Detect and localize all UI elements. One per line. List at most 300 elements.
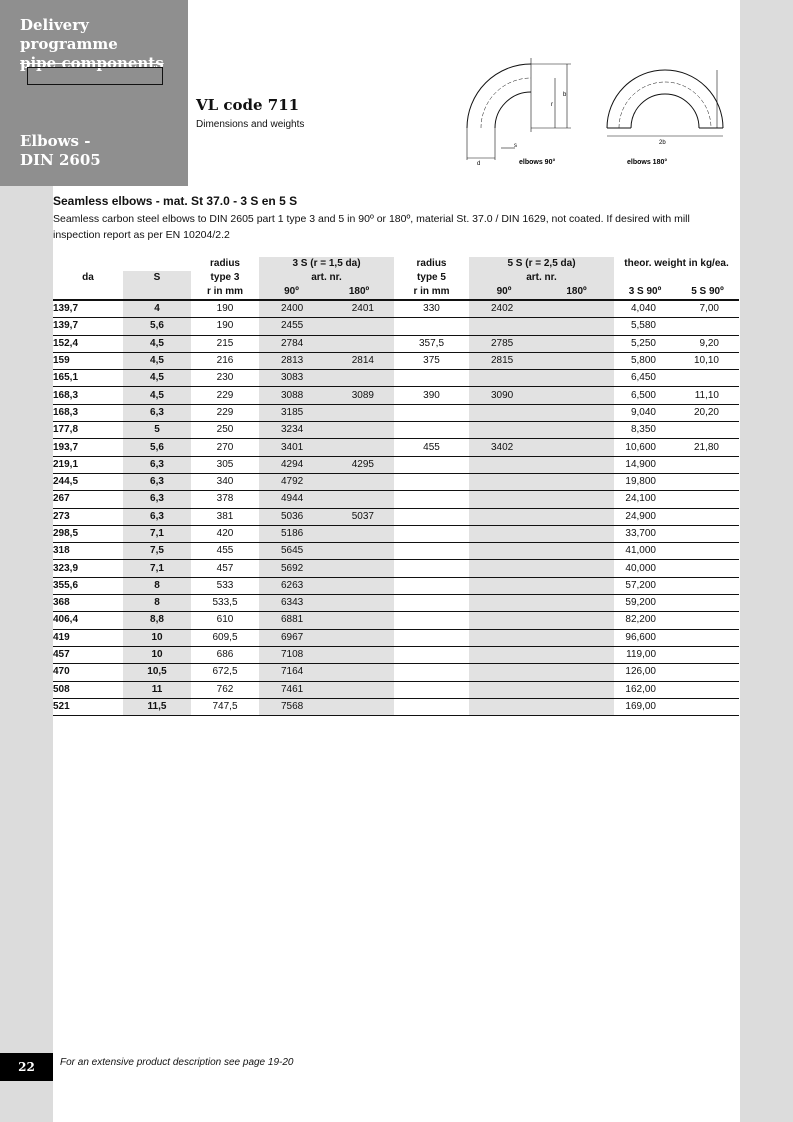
cell-a390: 3088 xyxy=(259,387,324,404)
cell-w5: 9,20 xyxy=(676,335,739,352)
header-weight-3s: 3 S 90º xyxy=(614,285,676,300)
cell-w5 xyxy=(676,456,739,473)
cell-r5 xyxy=(394,491,469,508)
cell-a590 xyxy=(469,577,539,594)
cell-a5180 xyxy=(539,577,614,594)
cell-w5 xyxy=(676,577,739,594)
cell-a390: 3083 xyxy=(259,370,324,387)
cell-a3180 xyxy=(324,612,394,629)
cell-a590 xyxy=(469,595,539,612)
cell-w3: 6,450 xyxy=(614,370,676,387)
cell-w3: 24,100 xyxy=(614,491,676,508)
cell-w3: 126,00 xyxy=(614,664,676,681)
cell-a5180 xyxy=(539,508,614,525)
table-row xyxy=(53,473,739,490)
cell-w5: 21,80 xyxy=(676,439,739,456)
header-5s: 5 S (r = 2,5 da) xyxy=(469,257,614,271)
label-s: s xyxy=(514,143,517,149)
cell-s: 8 xyxy=(123,595,191,612)
cell-da: 318 xyxy=(53,543,123,560)
cell-r5 xyxy=(394,404,469,421)
cell-r3: 747,5 xyxy=(191,698,259,715)
cell-s: 4 xyxy=(123,300,191,318)
cell-s: 5,6 xyxy=(123,439,191,456)
table-row xyxy=(53,612,739,629)
cell-a390: 2784 xyxy=(259,335,324,352)
cell-a5180 xyxy=(539,370,614,387)
cell-r5 xyxy=(394,595,469,612)
cell-r3: 381 xyxy=(191,508,259,525)
cell-r3: 340 xyxy=(191,473,259,490)
cell-a590 xyxy=(469,560,539,577)
cell-a390: 4294 xyxy=(259,456,324,473)
cell-a590 xyxy=(469,629,539,646)
cell-r5 xyxy=(394,681,469,698)
table-row xyxy=(53,577,739,594)
header-weight-5s: 5 S 90º xyxy=(676,285,739,300)
cell-r5 xyxy=(394,646,469,663)
table-row xyxy=(53,646,739,663)
cell-w3: 59,200 xyxy=(614,595,676,612)
header-s: S xyxy=(123,271,191,285)
cell-a5180 xyxy=(539,595,614,612)
cell-da: 139,7 xyxy=(53,300,123,318)
cell-a390: 3185 xyxy=(259,404,324,421)
cell-r5 xyxy=(394,698,469,715)
cell-a590: 3090 xyxy=(469,387,539,404)
cell-s: 4,5 xyxy=(123,352,191,369)
cell-a590 xyxy=(469,491,539,508)
header-radius3-l2: type 3 xyxy=(210,272,240,283)
cell-w3: 119,00 xyxy=(614,646,676,663)
cell-w5 xyxy=(676,508,739,525)
cell-a3180 xyxy=(324,664,394,681)
cell-r3: 610 xyxy=(191,612,259,629)
cell-a390: 3234 xyxy=(259,422,324,439)
cell-w5 xyxy=(676,664,739,681)
cell-a590 xyxy=(469,473,539,490)
table-row xyxy=(53,629,739,646)
cell-a390: 4944 xyxy=(259,491,324,508)
cell-r3: 455 xyxy=(191,543,259,560)
header-5s-artnr: art. nr. xyxy=(469,271,614,285)
header-da: da xyxy=(82,272,94,283)
cell-s: 4,5 xyxy=(123,370,191,387)
cell-a390: 6881 xyxy=(259,612,324,629)
header-3s: 3 S (r = 1,5 da) xyxy=(259,257,394,271)
cell-r3: 420 xyxy=(191,525,259,542)
cell-a5180 xyxy=(539,318,614,335)
cell-a3180: 3089 xyxy=(324,387,394,404)
cell-a590: 2785 xyxy=(469,335,539,352)
cell-da: 470 xyxy=(53,664,123,681)
cell-w3: 6,500 xyxy=(614,387,676,404)
table-row xyxy=(53,318,739,335)
cell-r3: 216 xyxy=(191,352,259,369)
label-elbows-180: elbows 180° xyxy=(627,159,668,166)
cell-r5 xyxy=(394,629,469,646)
cell-a3180 xyxy=(324,318,394,335)
cell-a590 xyxy=(469,404,539,421)
cell-r3: 230 xyxy=(191,370,259,387)
cell-a3180: 2401 xyxy=(324,300,394,318)
cell-s: 4,5 xyxy=(123,335,191,352)
cell-r3: 609,5 xyxy=(191,629,259,646)
cell-a3180 xyxy=(324,370,394,387)
header-radius3-l3: r in mm xyxy=(191,285,259,300)
cell-s: 11,5 xyxy=(123,698,191,715)
table-row xyxy=(53,595,739,612)
cell-a3180 xyxy=(324,560,394,577)
right-margin-strip xyxy=(740,0,793,1122)
cell-da: 168,3 xyxy=(53,404,123,421)
cell-a5180 xyxy=(539,491,614,508)
cell-da: 219,1 xyxy=(53,456,123,473)
header-5s-180: 180º xyxy=(539,285,614,300)
cell-w5 xyxy=(676,543,739,560)
cell-a3180: 2814 xyxy=(324,352,394,369)
label-2b: 2b xyxy=(659,140,666,146)
cell-s: 6,3 xyxy=(123,404,191,421)
elbow-180-drawing xyxy=(607,70,723,136)
label-b: b xyxy=(563,92,567,98)
cell-r3: 305 xyxy=(191,456,259,473)
cell-s: 7,1 xyxy=(123,560,191,577)
cell-s: 5,6 xyxy=(123,318,191,335)
cell-w5: 11,10 xyxy=(676,387,739,404)
cell-a590 xyxy=(469,612,539,629)
elbow-diagram xyxy=(455,48,735,173)
cell-da: 165,1 xyxy=(53,370,123,387)
cell-s: 7,1 xyxy=(123,525,191,542)
cell-da: 406,4 xyxy=(53,612,123,629)
cell-w5 xyxy=(676,318,739,335)
table-row xyxy=(53,508,739,525)
cell-a390: 3401 xyxy=(259,439,324,456)
cell-r3: 229 xyxy=(191,387,259,404)
cell-w5: 20,20 xyxy=(676,404,739,421)
cell-a390: 7461 xyxy=(259,681,324,698)
cell-a590 xyxy=(469,698,539,715)
header-radius5-l1: radius xyxy=(416,258,447,269)
cell-w3: 24,900 xyxy=(614,508,676,525)
cell-a390: 7568 xyxy=(259,698,324,715)
table-row xyxy=(53,681,739,698)
cell-a5180 xyxy=(539,387,614,404)
table-row xyxy=(53,352,739,369)
cell-da: 368 xyxy=(53,595,123,612)
cell-w3: 162,00 xyxy=(614,681,676,698)
cell-r3: 250 xyxy=(191,422,259,439)
table-row xyxy=(53,370,739,387)
cell-w3: 57,200 xyxy=(614,577,676,594)
elbow-90-drawing xyxy=(467,58,571,160)
cell-w5 xyxy=(676,646,739,663)
cell-a3180 xyxy=(324,335,394,352)
cell-w5 xyxy=(676,595,739,612)
cell-w3: 10,600 xyxy=(614,439,676,456)
cell-a5180 xyxy=(539,439,614,456)
cell-w3: 14,900 xyxy=(614,456,676,473)
table-row xyxy=(53,456,739,473)
cell-a590: 2815 xyxy=(469,352,539,369)
table-row xyxy=(53,525,739,542)
cell-a390: 5186 xyxy=(259,525,324,542)
cell-w3: 8,350 xyxy=(614,422,676,439)
cell-r3: 686 xyxy=(191,646,259,663)
section-title: Delivery programme pipe components xyxy=(20,16,164,72)
cell-r5 xyxy=(394,577,469,594)
cell-a3180 xyxy=(324,404,394,421)
cell-a590: 2402 xyxy=(469,300,539,318)
table-row xyxy=(53,543,739,560)
cell-w5: 10,10 xyxy=(676,352,739,369)
cell-r3: 190 xyxy=(191,300,259,318)
cell-s: 6,3 xyxy=(123,508,191,525)
cell-a5180 xyxy=(539,612,614,629)
cell-w5 xyxy=(676,422,739,439)
cell-r3: 533 xyxy=(191,577,259,594)
cell-a390: 2455 xyxy=(259,318,324,335)
cell-a390: 6343 xyxy=(259,595,324,612)
cell-a3180 xyxy=(324,422,394,439)
header-5s-90: 90º xyxy=(469,285,539,300)
cell-a3180 xyxy=(324,629,394,646)
cell-da: 355,6 xyxy=(53,577,123,594)
cell-a390: 5692 xyxy=(259,560,324,577)
cell-r5 xyxy=(394,543,469,560)
cell-a5180 xyxy=(539,473,614,490)
cell-w5 xyxy=(676,473,739,490)
cell-a5180 xyxy=(539,543,614,560)
cell-r3: 672,5 xyxy=(191,664,259,681)
cell-a590 xyxy=(469,456,539,473)
cell-s: 6,3 xyxy=(123,473,191,490)
header-weight: theor. weight in kg/ea. xyxy=(624,258,729,269)
table-row xyxy=(53,335,739,352)
cell-w3: 5,250 xyxy=(614,335,676,352)
footer-note: For an extensive product description see page 19-20 xyxy=(60,1057,294,1068)
content-heading: Seamless elbows - mat. St 37.0 - 3 S en 5 S xyxy=(53,194,298,208)
section-title-struck: pipe components xyxy=(20,54,164,72)
cell-w5 xyxy=(676,629,739,646)
cell-s: 8 xyxy=(123,577,191,594)
cell-a390: 7108 xyxy=(259,646,324,663)
table-row xyxy=(53,439,739,456)
cell-a3180 xyxy=(324,698,394,715)
cell-da: 521 xyxy=(53,698,123,715)
cell-da: 193,7 xyxy=(53,439,123,456)
cell-s: 10 xyxy=(123,629,191,646)
cell-w5: 7,00 xyxy=(676,300,739,318)
cell-s: 4,5 xyxy=(123,387,191,404)
cell-a390: 6263 xyxy=(259,577,324,594)
table-row xyxy=(53,300,739,318)
cell-a390: 7164 xyxy=(259,664,324,681)
annotation-box xyxy=(27,67,163,85)
cell-w5 xyxy=(676,612,739,629)
cell-s: 7,5 xyxy=(123,543,191,560)
cell-da: 508 xyxy=(53,681,123,698)
cell-a3180 xyxy=(324,473,394,490)
cell-a3180 xyxy=(324,525,394,542)
cell-s: 10,5 xyxy=(123,664,191,681)
cell-w3: 19,800 xyxy=(614,473,676,490)
cell-a5180 xyxy=(539,335,614,352)
cell-a3180: 4295 xyxy=(324,456,394,473)
cell-a3180 xyxy=(324,439,394,456)
cell-a5180 xyxy=(539,422,614,439)
cell-da: 159 xyxy=(53,352,123,369)
cell-w3: 40,000 xyxy=(614,560,676,577)
cell-da: 457 xyxy=(53,646,123,663)
cell-da: 419 xyxy=(53,629,123,646)
cell-w3: 41,000 xyxy=(614,543,676,560)
cell-a590 xyxy=(469,681,539,698)
cell-a5180 xyxy=(539,404,614,421)
cell-w3: 9,040 xyxy=(614,404,676,421)
cell-s: 11 xyxy=(123,681,191,698)
cell-r3: 215 xyxy=(191,335,259,352)
cell-a590 xyxy=(469,370,539,387)
cell-a390: 5036 xyxy=(259,508,324,525)
cell-r3: 378 xyxy=(191,491,259,508)
cell-a3180 xyxy=(324,646,394,663)
cell-a590 xyxy=(469,543,539,560)
label-d0: d xyxy=(477,161,481,167)
label-elbows-90: elbows 90° xyxy=(519,159,556,166)
cell-r3: 457 xyxy=(191,560,259,577)
cell-r3: 190 xyxy=(191,318,259,335)
table-row xyxy=(53,404,739,421)
cell-a5180 xyxy=(539,300,614,318)
vl-code-subtitle: Dimensions and weights xyxy=(196,119,305,130)
cell-da: 139,7 xyxy=(53,318,123,335)
cell-r5 xyxy=(394,422,469,439)
cell-a590: 3402 xyxy=(469,439,539,456)
cell-a590 xyxy=(469,646,539,663)
header-3s-artnr: art. nr. xyxy=(259,271,394,285)
table-row xyxy=(53,698,739,715)
cell-a590 xyxy=(469,664,539,681)
cell-r5: 375 xyxy=(394,352,469,369)
cell-da: 168,3 xyxy=(53,387,123,404)
cell-s: 10 xyxy=(123,646,191,663)
cell-r5: 330 xyxy=(394,300,469,318)
cell-s: 8,8 xyxy=(123,612,191,629)
cell-w3: 82,200 xyxy=(614,612,676,629)
cell-w3: 33,700 xyxy=(614,525,676,542)
cell-a590 xyxy=(469,422,539,439)
table-row xyxy=(53,387,739,404)
cell-r3: 270 xyxy=(191,439,259,456)
table-row xyxy=(53,422,739,439)
cell-r5 xyxy=(394,508,469,525)
cell-da: 152,4 xyxy=(53,335,123,352)
cell-r5 xyxy=(394,473,469,490)
header-3s-180: 180º xyxy=(324,285,394,300)
cell-r5: 357,5 xyxy=(394,335,469,352)
cell-s: 6,3 xyxy=(123,456,191,473)
cell-r5 xyxy=(394,456,469,473)
table-row xyxy=(53,491,739,508)
cell-a590 xyxy=(469,318,539,335)
table-row xyxy=(53,664,739,681)
cell-r5: 390 xyxy=(394,387,469,404)
cell-r5 xyxy=(394,612,469,629)
cell-w3: 4,040 xyxy=(614,300,676,318)
cell-a390: 2400 xyxy=(259,300,324,318)
cell-s: 6,3 xyxy=(123,491,191,508)
cell-w5 xyxy=(676,491,739,508)
cell-a390: 4792 xyxy=(259,473,324,490)
cell-a5180 xyxy=(539,560,614,577)
cell-w3: 96,600 xyxy=(614,629,676,646)
cell-a5180 xyxy=(539,664,614,681)
cell-da: 323,9 xyxy=(53,560,123,577)
cell-a3180 xyxy=(324,577,394,594)
header-radius5-l3: r in mm xyxy=(394,285,469,300)
cell-r5 xyxy=(394,664,469,681)
cell-w5 xyxy=(676,370,739,387)
cell-da: 298,5 xyxy=(53,525,123,542)
cell-a390: 6967 xyxy=(259,629,324,646)
cell-a3180 xyxy=(324,595,394,612)
cell-r3: 229 xyxy=(191,404,259,421)
cell-w3: 5,800 xyxy=(614,352,676,369)
header-3s-90: 90º xyxy=(259,285,324,300)
cell-a5180 xyxy=(539,525,614,542)
cell-r5 xyxy=(394,318,469,335)
vl-code-title: VL code 711 xyxy=(196,96,300,114)
cell-w3: 169,00 xyxy=(614,698,676,715)
cell-s: 5 xyxy=(123,422,191,439)
page-number: 22 xyxy=(0,1053,53,1081)
cell-r3: 533,5 xyxy=(191,595,259,612)
cell-a3180 xyxy=(324,681,394,698)
section-block xyxy=(0,0,188,186)
cell-w5 xyxy=(676,698,739,715)
cell-a5180 xyxy=(539,456,614,473)
cell-a390: 5645 xyxy=(259,543,324,560)
cell-w5 xyxy=(676,681,739,698)
cell-a5180 xyxy=(539,646,614,663)
cell-da: 244,5 xyxy=(53,473,123,490)
cell-a590 xyxy=(469,508,539,525)
content-description: Seamless carbon steel elbows to DIN 2605 part 1 type 3 and 5 in 90º or 180º, material St. 37.0 / DIN 1629, not coated. If desired with mill inspection report as per EN 10204/2.2 xyxy=(53,213,690,241)
cell-a5180 xyxy=(539,352,614,369)
cell-da: 177,8 xyxy=(53,422,123,439)
cell-a5180 xyxy=(539,698,614,715)
cell-r5 xyxy=(394,525,469,542)
cell-r5 xyxy=(394,370,469,387)
cell-r5: 455 xyxy=(394,439,469,456)
cell-r5 xyxy=(394,560,469,577)
cell-a5180 xyxy=(539,629,614,646)
category-title: Elbows - DIN 2605 xyxy=(20,132,101,169)
header-radius5-l2: type 5 xyxy=(417,272,446,283)
cell-w3: 5,580 xyxy=(614,318,676,335)
cell-a3180: 5037 xyxy=(324,508,394,525)
header-radius3-l1: radius xyxy=(209,258,240,269)
cell-r3: 762 xyxy=(191,681,259,698)
cell-a390: 2813 xyxy=(259,352,324,369)
cell-da: 273 xyxy=(53,508,123,525)
cell-da: 267 xyxy=(53,491,123,508)
cell-a3180 xyxy=(324,543,394,560)
label-r: r xyxy=(551,102,553,108)
cell-a590 xyxy=(469,525,539,542)
